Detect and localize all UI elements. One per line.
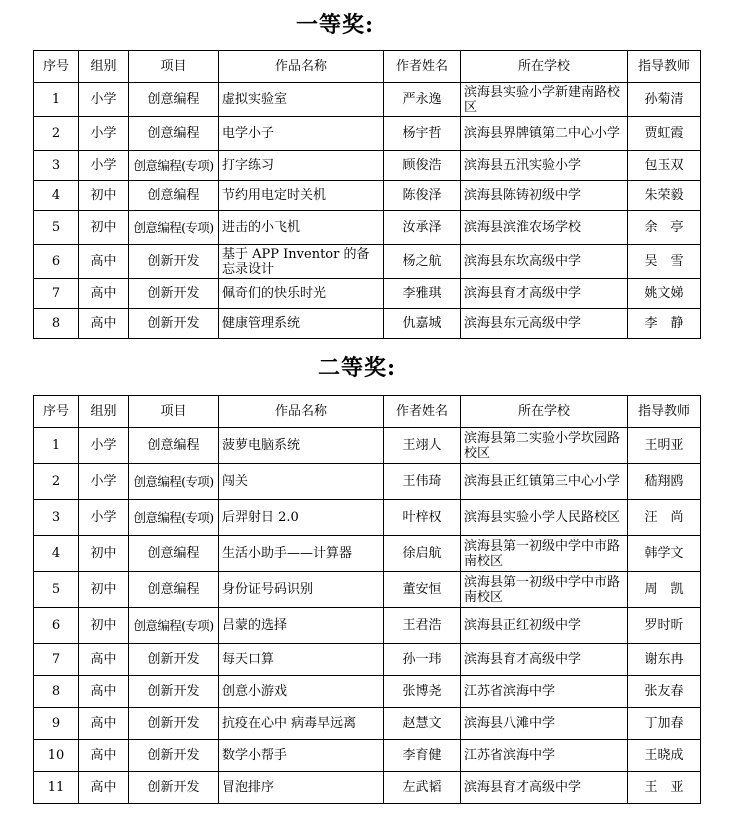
cell-school: 滨海县实验小学新建南路校区: [461, 83, 628, 117]
cell-category: 创新开发: [129, 676, 219, 708]
cell-category: 创意编程(专项): [129, 608, 219, 644]
cell-category: 创意编程: [129, 181, 219, 211]
cell-work-title: 数学小帮手: [219, 740, 384, 772]
cell-work-title: 冒泡排序: [219, 772, 384, 804]
cell-work-title: 健康管理系统: [219, 309, 384, 339]
cell-index: 10: [34, 740, 79, 772]
table-header-row: [34, 51, 701, 83]
column-header-index: 序号: [34, 396, 79, 428]
cell-work-title: 虚拟实验室: [219, 83, 384, 117]
cell-category: 创新开发: [129, 309, 219, 339]
table-row: [34, 151, 701, 181]
cell-author: 孙一玮: [384, 644, 461, 676]
cell-index: 5: [34, 211, 79, 245]
cell-group: 高中: [79, 708, 129, 740]
cell-work-title: 佩奇们的快乐时光: [219, 279, 384, 309]
cell-work-title: 基于 APP Inventor 的备忘录设计: [219, 245, 384, 279]
cell-author: 仇嘉城: [384, 309, 461, 339]
cell-author: 杨宇哲: [384, 117, 461, 151]
column-header-school: 所在学校: [461, 51, 628, 83]
cell-category: 创新开发: [129, 772, 219, 804]
cell-advisor: 张友春: [628, 676, 701, 708]
cell-author: 张博尧: [384, 676, 461, 708]
cell-index: 1: [34, 428, 79, 464]
cell-category: 创意编程(专项): [129, 464, 219, 500]
cell-work-title: 进击的小飞机: [219, 211, 384, 245]
cell-work-title: 打字练习: [219, 151, 384, 181]
cell-group: 高中: [79, 676, 129, 708]
cell-index: 11: [34, 772, 79, 804]
table-row: [34, 676, 701, 708]
cell-school: 滨海县第一初级中学中市路南校区: [461, 536, 628, 572]
second-prize-table: [33, 395, 701, 804]
cell-school: 滨海县第一初级中学中市路南校区: [461, 572, 628, 608]
cell-group: 初中: [79, 181, 129, 211]
first-prize-table: [33, 50, 701, 339]
cell-group: 小学: [79, 83, 129, 117]
cell-advisor: 余 亭: [628, 211, 701, 245]
table-row: [34, 464, 701, 500]
cell-index: 3: [34, 500, 79, 536]
table-row: [34, 740, 701, 772]
cell-group: 高中: [79, 772, 129, 804]
table-row: [34, 772, 701, 804]
cell-group: 高中: [79, 245, 129, 279]
cell-author: 叶梓权: [384, 500, 461, 536]
cell-school: 滨海县育才高级中学: [461, 279, 628, 309]
cell-advisor: 周 凯: [628, 572, 701, 608]
cell-index: 8: [34, 676, 79, 708]
column-header-category: 项目: [129, 51, 219, 83]
cell-index: 7: [34, 279, 79, 309]
cell-advisor: 谢东冉: [628, 644, 701, 676]
cell-index: 6: [34, 608, 79, 644]
cell-author: 李雅琪: [384, 279, 461, 309]
cell-category: 创意编程: [129, 428, 219, 464]
column-header-group: 组别: [79, 396, 129, 428]
cell-advisor: 贾虹霞: [628, 117, 701, 151]
cell-author: 左武韬: [384, 772, 461, 804]
column-header-group: 组别: [79, 51, 129, 83]
cell-school: 江苏省滨海中学: [461, 676, 628, 708]
cell-work-title: 电学小子: [219, 117, 384, 151]
cell-author: 王翊人: [384, 428, 461, 464]
cell-advisor: 王明亚: [628, 428, 701, 464]
table-header-row: [34, 396, 701, 428]
cell-author: 严永逸: [384, 83, 461, 117]
table-row: [34, 117, 701, 151]
cell-school: 滨海县育才高级中学: [461, 772, 628, 804]
cell-work-title: 吕蒙的选择: [219, 608, 384, 644]
cell-category: 创意编程(专项): [129, 500, 219, 536]
cell-group: 小学: [79, 151, 129, 181]
cell-author: 赵慧文: [384, 708, 461, 740]
cell-school: 滨海县第二实验小学坎园路校区: [461, 428, 628, 464]
cell-author: 汝承泽: [384, 211, 461, 245]
table-row: [34, 181, 701, 211]
column-header-author: 作者姓名: [384, 396, 461, 428]
cell-school: 滨海县五汛实验小学: [461, 151, 628, 181]
cell-work-title: 后羿射日 2.0: [219, 500, 384, 536]
cell-group: 高中: [79, 309, 129, 339]
cell-index: 9: [34, 708, 79, 740]
cell-advisor: 姚文娣: [628, 279, 701, 309]
cell-author: 徐启航: [384, 536, 461, 572]
column-header-advisor: 指导教师: [628, 396, 701, 428]
cell-work-title: 每天口算: [219, 644, 384, 676]
cell-advisor: 嵇翔鸥: [628, 464, 701, 500]
cell-advisor: 孙菊清: [628, 83, 701, 117]
cell-group: 高中: [79, 740, 129, 772]
cell-category: 创意编程: [129, 572, 219, 608]
cell-work-title: 抗疫在心中 病毒早远离: [219, 708, 384, 740]
column-header-index: 序号: [34, 51, 79, 83]
column-header-work-title: 作品名称: [219, 396, 384, 428]
cell-advisor: 李 静: [628, 309, 701, 339]
cell-author: 董安恒: [384, 572, 461, 608]
cell-group: 高中: [79, 279, 129, 309]
cell-group: 初中: [79, 608, 129, 644]
cell-category: 创新开发: [129, 644, 219, 676]
table-row: [34, 644, 701, 676]
table-row: [34, 500, 701, 536]
cell-author: 陈俊泽: [384, 181, 461, 211]
table-row: [34, 536, 701, 572]
table-row: [34, 572, 701, 608]
column-header-advisor: 指导教师: [628, 51, 701, 83]
cell-work-title: 菠萝电脑系统: [219, 428, 384, 464]
cell-category: 创意编程: [129, 83, 219, 117]
cell-work-title: 身份证号码识别: [219, 572, 384, 608]
cell-index: 5: [34, 572, 79, 608]
first-prize-heading: 一等奖:: [296, 12, 375, 38]
cell-author: 李育健: [384, 740, 461, 772]
cell-work-title: 生活小助手——计算器: [219, 536, 384, 572]
cell-index: 6: [34, 245, 79, 279]
cell-category: 创新开发: [129, 708, 219, 740]
cell-school: 滨海县正红初级中学: [461, 608, 628, 644]
cell-index: 8: [34, 309, 79, 339]
cell-group: 小学: [79, 464, 129, 500]
cell-work-title: 节约用电定时关机: [219, 181, 384, 211]
cell-school: 滨海县育才高级中学: [461, 644, 628, 676]
cell-group: 初中: [79, 572, 129, 608]
cell-school: 滨海县东坎高级中学: [461, 245, 628, 279]
cell-group: 初中: [79, 211, 129, 245]
cell-advisor: 朱荣毅: [628, 181, 701, 211]
cell-category: 创新开发: [129, 740, 219, 772]
cell-school: 江苏省滨海中学: [461, 740, 628, 772]
column-header-author: 作者姓名: [384, 51, 461, 83]
cell-group: 初中: [79, 536, 129, 572]
cell-index: 7: [34, 644, 79, 676]
cell-category: 创意编程: [129, 117, 219, 151]
second-prize-heading: 二等奖:: [318, 355, 397, 381]
table-row: [34, 608, 701, 644]
cell-group: 小学: [79, 500, 129, 536]
cell-category: 创新开发: [129, 279, 219, 309]
cell-author: 王伟琦: [384, 464, 461, 500]
cell-category: 创新开发: [129, 245, 219, 279]
table-row: [34, 83, 701, 117]
cell-school: 滨海县正红镇第三中心小学: [461, 464, 628, 500]
table-row: [34, 279, 701, 309]
cell-category: 创意编程(专项): [129, 151, 219, 181]
column-header-school: 所在学校: [461, 396, 628, 428]
cell-school: 滨海县陈铸初级中学: [461, 181, 628, 211]
cell-advisor: 汪 尚: [628, 500, 701, 536]
cell-group: 小学: [79, 428, 129, 464]
cell-author: 王君浩: [384, 608, 461, 644]
cell-index: 4: [34, 536, 79, 572]
cell-index: 3: [34, 151, 79, 181]
cell-work-title: 创意小游戏: [219, 676, 384, 708]
cell-index: 2: [34, 117, 79, 151]
cell-school: 滨海县东元高级中学: [461, 309, 628, 339]
cell-school: 滨海县界牌镇第二中心小学: [461, 117, 628, 151]
cell-index: 4: [34, 181, 79, 211]
cell-group: 高中: [79, 644, 129, 676]
table-row: [34, 428, 701, 464]
cell-advisor: 吴 雪: [628, 245, 701, 279]
cell-school: 滨海县八滩中学: [461, 708, 628, 740]
table-row: [34, 708, 701, 740]
cell-advisor: 罗时昕: [628, 608, 701, 644]
table-row: [34, 211, 701, 245]
cell-school: 滨海县实验小学人民路校区: [461, 500, 628, 536]
table-row: [34, 245, 701, 279]
cell-work-title: 闯关: [219, 464, 384, 500]
cell-category: 创意编程: [129, 536, 219, 572]
cell-school: 滨海县滨淮农场学校: [461, 211, 628, 245]
cell-advisor: 包玉双: [628, 151, 701, 181]
cell-category: 创意编程(专项): [129, 211, 219, 245]
table-row: [34, 309, 701, 339]
cell-author: 顾俊浩: [384, 151, 461, 181]
cell-advisor: 王 亚: [628, 772, 701, 804]
cell-advisor: 丁加春: [628, 708, 701, 740]
cell-author: 杨之航: [384, 245, 461, 279]
column-header-work-title: 作品名称: [219, 51, 384, 83]
cell-index: 1: [34, 83, 79, 117]
cell-advisor: 韩学文: [628, 536, 701, 572]
column-header-category: 项目: [129, 396, 219, 428]
cell-group: 小学: [79, 117, 129, 151]
cell-index: 2: [34, 464, 79, 500]
cell-advisor: 王晓成: [628, 740, 701, 772]
